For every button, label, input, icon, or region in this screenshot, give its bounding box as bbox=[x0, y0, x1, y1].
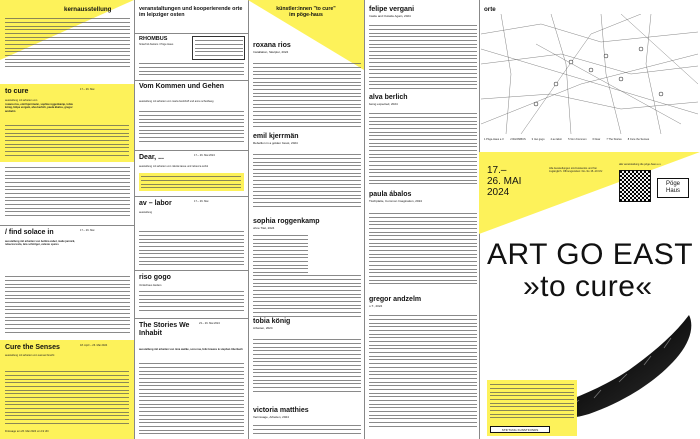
artist-description bbox=[253, 153, 361, 208]
column-kuenstlerinnen bbox=[248, 0, 364, 439]
artist-sub: Installation, Skulptur, 2024 bbox=[253, 50, 289, 54]
poege-haus-logo bbox=[657, 178, 689, 198]
vom-kommen-title: Vom Kommen und Gehen bbox=[139, 83, 225, 90]
artist-name: gregor andzelm bbox=[369, 296, 422, 303]
artist-sub: ohne Titel, 2024 bbox=[253, 226, 275, 230]
artist-sub: o.T., 2024 bbox=[369, 304, 383, 308]
rhombus-sub: hinterhof Ateliers / Pöge Haus bbox=[139, 43, 174, 46]
find-solace-description bbox=[5, 275, 130, 334]
info-text: Alle Ausstellungen sind kostenlos und frei zugänglich. Öffnungszeiten: Do–So 15–19 Uhr bbox=[549, 167, 603, 174]
to-cure-dates: 17.– 26. Mai bbox=[80, 88, 95, 91]
dear-info-lines bbox=[141, 175, 241, 190]
artist-sub: Inside and Outside Again, 2024 bbox=[369, 14, 411, 18]
dear-sub: ausstellung mit arbeiten von nikolai tasse und rebecca sohsl bbox=[139, 165, 209, 168]
artist-description bbox=[253, 274, 361, 318]
vom-kommen-description bbox=[139, 110, 244, 143]
headline-sub: »to cure« bbox=[523, 270, 653, 303]
headline: ART GO EAST bbox=[487, 238, 694, 271]
artist-sub: being expected, 2024 bbox=[369, 102, 398, 106]
footer-info-box bbox=[487, 380, 577, 436]
section-title: künstler:innen "to cure" im pöge-haus bbox=[276, 6, 336, 18]
legend-item: 2 RHOMBUS bbox=[510, 138, 526, 141]
divider bbox=[134, 33, 248, 34]
section-title: veranstaltungen und kooperierende orte im leipziger osten bbox=[139, 6, 243, 19]
map bbox=[481, 14, 698, 134]
find-solace-dates: 17.– 26. Mai bbox=[80, 229, 95, 232]
dates-end: 26. MAI bbox=[487, 176, 522, 187]
rhombus-title: RHOMBUS bbox=[139, 36, 168, 42]
artist-name: felipe vergani bbox=[369, 6, 415, 13]
artist-description bbox=[253, 62, 361, 128]
artist-name: roxana rios bbox=[253, 42, 291, 49]
cure-senses-sub: ausstellung mit arbeiten von samuel bracht bbox=[5, 354, 55, 357]
divider bbox=[134, 270, 248, 271]
stories-sub: ausstellung mit arbeiten von nina weilke, sora noa, felix krewes & stephan tiberbach bbox=[139, 348, 243, 351]
divider bbox=[0, 225, 134, 226]
legend-item: 5 Vom Kommen bbox=[568, 138, 587, 141]
to-cure-description bbox=[5, 166, 130, 218]
qr-code-icon[interactable] bbox=[619, 170, 651, 202]
map-legend bbox=[484, 138, 696, 141]
divider bbox=[134, 318, 248, 319]
to-cure-details bbox=[5, 124, 129, 157]
dear-title: Dear, ... bbox=[139, 154, 164, 161]
dear-info-box bbox=[139, 173, 244, 191]
dear-dates: 17.– 26. Mai 2024 bbox=[194, 154, 215, 157]
stories-description bbox=[139, 362, 244, 436]
divider bbox=[134, 150, 248, 151]
artist-name: emil kjerrmän bbox=[253, 133, 299, 140]
artist-description bbox=[253, 424, 361, 435]
find-solace-title: / find solace in bbox=[5, 229, 54, 236]
column-veranstaltungen bbox=[134, 0, 248, 439]
legend-item: 6 Dear bbox=[592, 138, 601, 141]
artwork-list bbox=[253, 234, 308, 275]
cure-senses-footer: Finissage am 26. Mai 2024 um 19 Uhr bbox=[5, 430, 49, 433]
cure-senses-dates: 18. April – 26. Mai 2024 bbox=[80, 344, 108, 347]
artist-description bbox=[253, 338, 361, 393]
av-labor-sub: ausstellung bbox=[139, 211, 153, 214]
artist-sub: Rebellion in a golden forest, 2024 bbox=[253, 141, 298, 145]
vom-kommen-sub: ausstellung mit arbeiten von maria beckhoff und anne scheidweg bbox=[139, 100, 214, 103]
divider bbox=[134, 196, 248, 197]
cure-senses-description bbox=[5, 370, 129, 425]
to-cure-box bbox=[0, 84, 134, 162]
artist-name: victoria matthies bbox=[253, 407, 309, 414]
to-cure-title: to cure bbox=[5, 88, 29, 95]
schedule-lines bbox=[195, 39, 243, 57]
artist-sub: Arbeiten, 2024 bbox=[253, 326, 273, 330]
legend-item: 7 The Stories bbox=[606, 138, 622, 141]
rhombus-description bbox=[139, 62, 244, 77]
riso-gogo-title: riso gogo bbox=[139, 274, 171, 281]
divider bbox=[134, 80, 248, 81]
legend-item: 3 riso gogo bbox=[531, 138, 545, 141]
to-cure-venue: ausstellung mit arbeiten von bbox=[5, 99, 38, 102]
dates-start: 17.– bbox=[487, 165, 507, 176]
artist-name: paula ábalos bbox=[369, 191, 412, 198]
cure-senses-title: Cure the Senses bbox=[5, 344, 60, 351]
column-kernausstellung bbox=[0, 0, 134, 439]
av-labor-title: av – labor bbox=[139, 200, 172, 207]
cure-the-senses-box bbox=[0, 340, 134, 439]
rhombus-schedule-box bbox=[192, 36, 245, 60]
find-solace-artists: ausstellung mit arbeiten von bettina zabel, maile jannick, rebecca tesla, lara schnitger, celeste speiss bbox=[5, 240, 76, 247]
qr-label: alle veranstaltung die pöge-haus e.v. bbox=[619, 163, 662, 166]
legend-item: 4 av-labor bbox=[550, 138, 563, 141]
to-cure-artists: roxana rios, emil bjerrmann, sophia roggenkamp, tobia könig, felipe vergani, alva berlich, paula ábalos, gregor andzelm bbox=[5, 103, 73, 113]
riso-gogo-sub: Vorderhaus Ateliers bbox=[139, 284, 162, 287]
dates-year: 2024 bbox=[487, 187, 510, 198]
riso-gogo-description bbox=[139, 290, 244, 312]
av-labor-description bbox=[139, 230, 244, 267]
artist-name: sophia roggenkamp bbox=[253, 218, 320, 225]
artist-description bbox=[369, 112, 477, 186]
artist-description bbox=[369, 24, 477, 90]
artist-sub: Tischplatte, Common Imagination, 2024 bbox=[369, 199, 422, 203]
column-artists-2 bbox=[364, 0, 479, 439]
logo-line-2: Haus bbox=[665, 188, 680, 194]
artist-sub: Vernissage, Arbeiten, 2024 bbox=[253, 415, 289, 419]
intro-hidden bbox=[5, 17, 130, 67]
footer-info-lines bbox=[490, 383, 574, 420]
section-title: orte bbox=[484, 6, 496, 13]
av-labor-dates: 17.– 26. Mai bbox=[194, 200, 209, 203]
sponsor-logo: STIFTUNG KUNSTFONDS bbox=[490, 426, 550, 433]
artist-name: tobia könig bbox=[253, 318, 291, 325]
logo-line-1: Pöge bbox=[665, 181, 680, 187]
legend-item: 1 Pöge-Haus e.V. bbox=[484, 138, 505, 141]
section-title: kernausstellung bbox=[64, 6, 112, 13]
artist-description bbox=[369, 314, 477, 428]
column-orte bbox=[479, 0, 700, 439]
stories-title: The Stories We Inhabit bbox=[139, 322, 190, 337]
artist-name: alva berlich bbox=[369, 94, 408, 101]
legend-item: 8 Cure the Senses bbox=[627, 138, 650, 141]
stories-dates: 23.– 26. Mai 2024 bbox=[199, 322, 220, 325]
artist-description bbox=[369, 212, 477, 286]
